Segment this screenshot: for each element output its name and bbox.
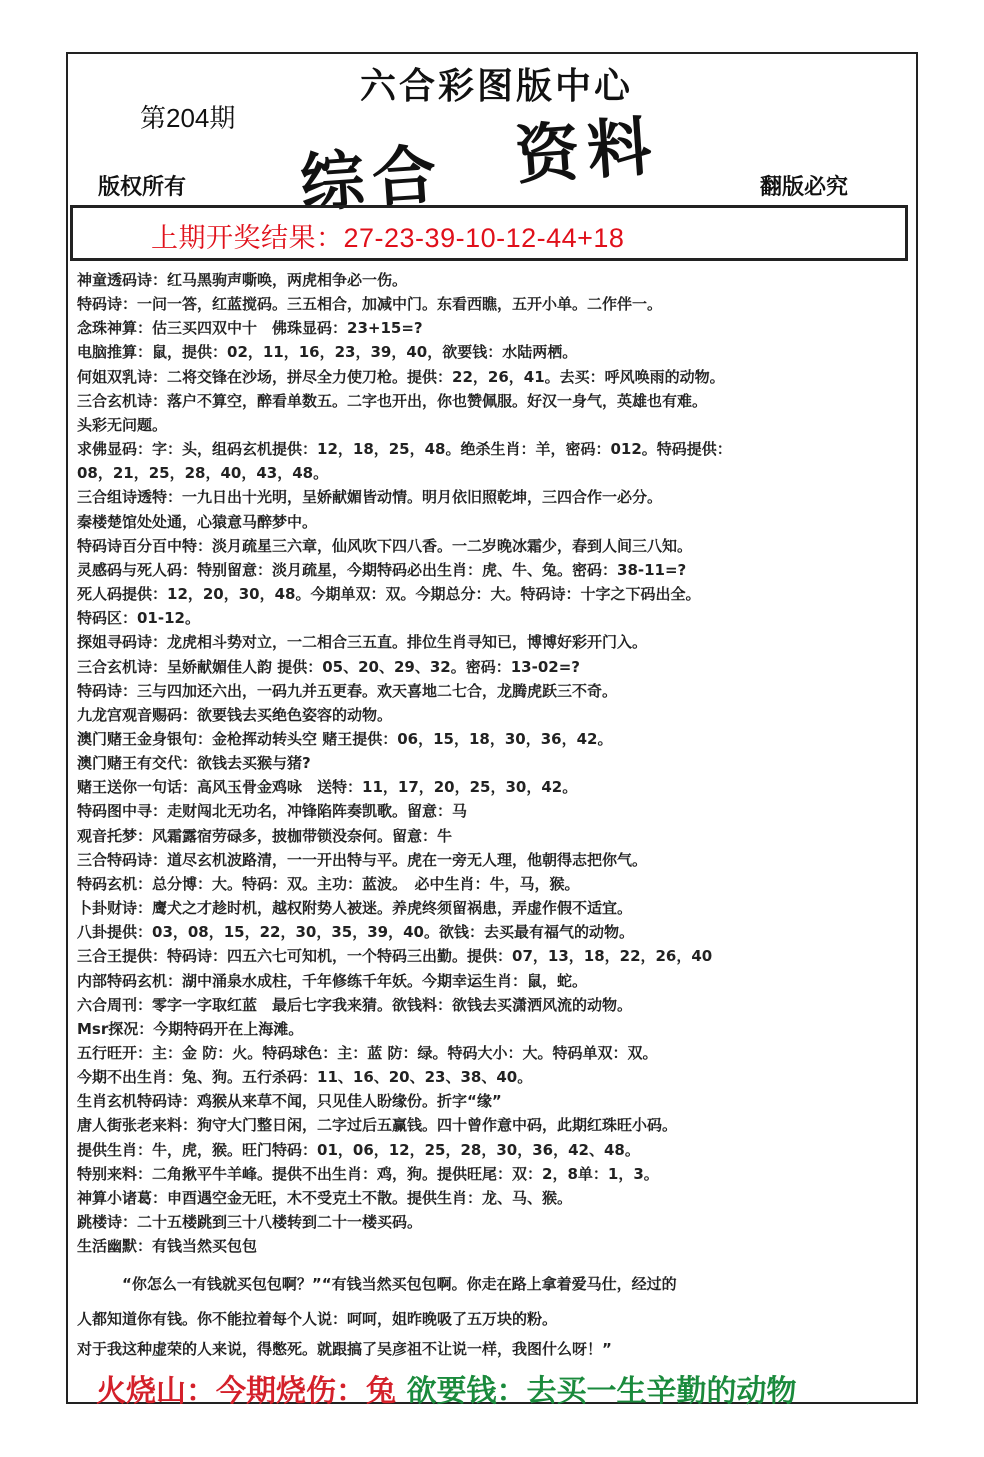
content-line: 死人码提供：12，20，30，48。今期单双：双。今期总分：大。特码诗：十字之下码出全。 — [77, 585, 701, 604]
content-line: Msr探况：今期特码开在上海滩。 — [77, 1019, 304, 1038]
content-line: 内部特码玄机：湖中涌泉水成柱，千年修练千年妖。今期幸运生肖：鼠，蛇。 — [77, 971, 588, 990]
copyright-left: 版权所有 — [98, 174, 187, 200]
content-line: 唐人街张老来料：狗守大门整日闲，二字过后五赢钱。四十曾作意中码，此期红珠旺小码。 — [77, 1116, 678, 1135]
content-line: 神算小诸葛：申酉遇空金无旺，木不受克土不散。提供生肖：龙、马、猴。 — [77, 1188, 573, 1207]
content-lines — [77, 268, 913, 1258]
content-line: 念珠神算：估三买四双中十 佛珠显码：23+15=? — [77, 319, 423, 338]
content-line: 三合特码诗：道尽玄机波路清，一一开出特与平。虎在一旁无人理，他朝得志把你气。 — [77, 850, 648, 869]
content-line: 赌王送你一句话：高风玉骨金鸡咏 送特：11，17，20，25，30，42。 — [77, 778, 578, 797]
center-title: 六合彩图版中心 — [360, 65, 634, 107]
content-line: 三合王提供：特码诗：四五六七可知机，一个特码三出勤。提供：07，13，18，22，26，40 — [77, 947, 713, 966]
main-title-part2: 资料 — [512, 109, 662, 194]
content-line: 跳楼诗：二十五楼跳到三十八楼转到二十一楼买码。 — [77, 1213, 423, 1232]
footer-red-text: 火烧山：今期烧伤：兔 — [96, 1374, 396, 1409]
content-line: 澳门赌王金身银句：金枪挥动转头空 赌王提供：06，15，18，30，36，42。 — [77, 729, 613, 748]
content-line: 秦楼楚馆处处通，心猿意马醉梦中。 — [77, 512, 318, 531]
last-result-numbers: 27-23-39-10-12-44+18 — [343, 223, 625, 253]
content-line: 何姐双乳诗：二将交锋在沙场，拼尽全力使刀枪。提供：22，26，41。去买：呼风唤雨的动物。 — [77, 367, 725, 386]
content-line: 特码图中寻：走财闯北无功名，冲锋陷阵奏凯歌。留意：马 — [77, 802, 468, 821]
content-line: 九龙宫观音赐码：欲要钱去买绝色姿容的动物。 — [77, 705, 393, 724]
content-line: 八卦提供：03，08，15，22，30，35，39，40。欲钱：去买最有福气的动物。 — [77, 923, 634, 942]
last-result-box — [70, 205, 908, 261]
content-line: 六合周刊：零字一字取红蓝 最后七字我来猜。欲钱料：欲钱去买潇洒风流的动物。 — [77, 995, 633, 1014]
content-line: 卜卦财诗：鹰犬之才趁时机，越权附势人被迷。养虎终须留祸患，弄虚作假不适宜。 — [77, 899, 633, 918]
content-line: 特码诗：三与四加还六出，一码九并五更春。欢天喜地二七合，龙腾虎跃三不奇。 — [77, 681, 618, 700]
story-line: 人都知道你有钱。你不能拉着每个人说：呵呵，姐昨晚吸了五万块的粉。 — [77, 1310, 558, 1328]
content-line: 求佛显码：字：头，组码玄机提供：12，18，25，48。绝杀生肖：羊，密码：012。特码提供： — [77, 440, 732, 459]
content-line: 澳门赌王有交代：欲钱去买猴与猪? — [77, 754, 311, 773]
content-line: 生活幽默：有钱当然买包包 — [77, 1237, 258, 1256]
content-line: 今期不出生肖：兔、狗。五行杀码：11、16、20、23、38、40。 — [77, 1068, 533, 1087]
story-line: “你怎么一有钱就买包包啊？”“有钱当然买包包啊。你走在路上拿着爱马仕，经过的 — [77, 1275, 677, 1293]
content-line: 观音托梦：风霜露宿劳碌多，披枷带锁没奈何。留意：牛 — [77, 826, 453, 845]
content-line: 电脑推算：鼠，提供：02，11，16，23，39，40，欲要钱：水陆两栖。 — [77, 343, 578, 362]
content-line: 三合玄机诗：呈娇献媚佳人韵 提供：05、20、29、32。密码：13-02=? — [77, 657, 580, 676]
content-line: 生肖玄机特码诗：鸡猴从来草不闻，只见佳人盼缘份。折字“缘” — [77, 1092, 502, 1111]
last-result-label: 上期开奖结果： — [151, 223, 344, 253]
content-line: 灵感码与死人码：特别留意：淡月疏星，今期特码必出生肖：虎、牛、兔。密码：38-11=? — [77, 560, 687, 579]
footer-green-text: 欲要钱：去买一生辛勤的动物 — [406, 1374, 797, 1409]
footer-banner — [96, 1366, 796, 1410]
content-line: 探姐寻码诗：龙虎相斗势对立，一二相合三五直。排位生肖寻知已，博博好彩开门入。 — [77, 633, 648, 652]
story-line: 对于我这种虚荣的人来说，得憋死。就跟搞了吴彦祖不让说一样，我图什么呀！” — [77, 1340, 612, 1358]
content-line: 提供生肖：牛，虎，猴。旺门特码：01，06，12，25，28，30，36，42、48。 — [77, 1140, 640, 1159]
content-line: 特别来料：二角揪平牛羊峰。提供不出生肖：鸡，狗。提供旺尾：双：2，8单：1，3。 — [77, 1164, 659, 1183]
content-line: 特码诗：一问一答，红蓝搅码。三五相合，加减中门。东看西瞧，五开小单。二作伴一。 — [77, 295, 663, 314]
content-line: 08，21，25，28，40，43，48。 — [77, 464, 329, 483]
content-line: 头彩无问题。 — [77, 415, 168, 434]
content-line: 神童透码诗：红马黑驹声嘶唤，两虎相争必一伤。 — [77, 271, 408, 289]
issue-number: 第204期 — [140, 103, 236, 133]
content-line: 三合组诗透特：一九日出十光明，呈娇献媚皆动情。明月依旧照乾坤，三四合作一必分。 — [77, 488, 663, 507]
content-line: 特码区：01-12。 — [77, 609, 200, 628]
copyright-right: 翻版必究 — [760, 174, 849, 200]
content-line: 五行旺开：主：金 防：火。特码球色：主：蓝 防：绿。特码大小：大。特码单双：双。 — [77, 1044, 658, 1062]
last-result — [151, 216, 624, 255]
content-line: 特码玄机：总分博：大。特码：双。主功：蓝波。 必中生肖：牛，马，猴。 — [77, 874, 580, 893]
content-line: 特码诗百分百中特：淡月疏星三六章，仙风吹下四八香。一二岁晚冰霜少，春到人间三八知。 — [77, 536, 693, 555]
content-line: 三合玄机诗：落户不算空，醉看单数五。二字也开出，你也赞佩服。好汉一身气，英雄也有难。 — [77, 391, 708, 410]
main-title-part1: 综合 — [297, 137, 447, 222]
